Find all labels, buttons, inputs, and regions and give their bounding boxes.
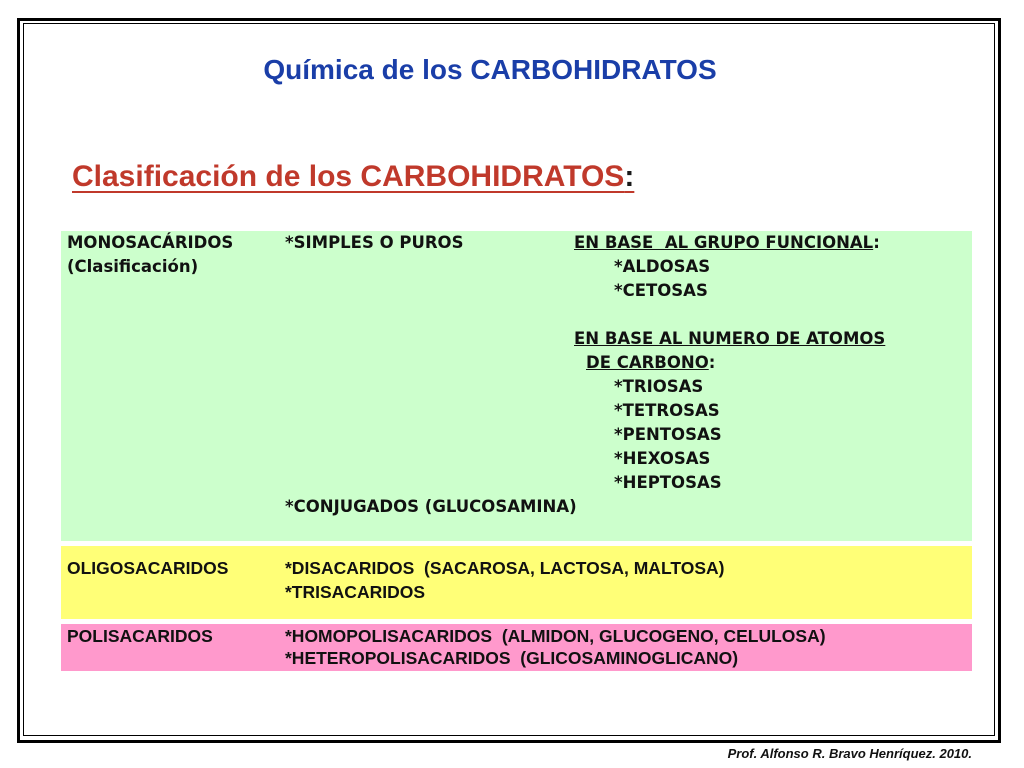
list-item: *ALDOSAS <box>614 257 711 276</box>
page-title: Química de los CARBOHIDRATOS <box>263 54 717 85</box>
numero-atomos-heading-line1 <box>574 327 885 351</box>
table-row-oligosacaridos <box>61 546 972 619</box>
numero-atomos-heading-text2: DE CARBONO <box>586 353 709 372</box>
mono-name-line2: (Clasificación) <box>67 257 199 276</box>
list-item: *CETOSAS <box>614 281 708 300</box>
list-item: *PENTOSAS <box>614 425 722 444</box>
footer-credit: Prof. Alfonso R. Bravo Henríquez. 2010. <box>727 746 972 761</box>
grupo-funcional-colon: : <box>873 233 880 252</box>
list-item: *TRISACARIDOS <box>285 582 426 602</box>
mono-conjugados: *CONJUGADOS (GLUCOSAMINA) <box>285 497 577 516</box>
list-item: *TRIOSAS <box>614 377 704 396</box>
list-item: *HOMOPOLISACARIDOS (ALMIDON, GLUCOGENO, CELULOSA) <box>285 626 826 646</box>
mono-name-line1: MONOSACÁRIDOS <box>67 233 234 252</box>
numero-atomos-heading-line2 <box>586 351 715 375</box>
classification-table <box>61 231 972 671</box>
list-item: *HEPTOSAS <box>614 473 722 492</box>
section-subtitle <box>72 160 634 194</box>
grupo-funcional-heading <box>574 231 880 255</box>
table-row-monosacaridos <box>61 231 972 541</box>
numero-atomos-colon: : <box>708 353 716 372</box>
table-row-polisacaridos <box>61 624 972 671</box>
subtitle-text: Clasificación de los CARBOHIDRATOS <box>72 160 625 193</box>
grupo-funcional-heading-text: EN BASE AL GRUPO FUNCIONAL <box>574 233 874 252</box>
list-item: *TETROSAS <box>614 401 720 420</box>
oligo-name: OLIGOSACARIDOS <box>67 558 229 578</box>
list-item: *HEXOSAS <box>614 449 711 468</box>
list-item: *HETEROPOLISACARIDOS (GLICOSAMINOGLICANO) <box>285 648 739 668</box>
mono-simples: *SIMPLES O PUROS <box>285 233 464 252</box>
poli-name: POLISACARIDOS <box>67 626 213 646</box>
subtitle-colon: : <box>624 160 635 193</box>
numero-atomos-heading-text1: EN BASE AL NUMERO DE ATOMOS <box>574 329 886 348</box>
list-item: *DISACARIDOS (SACAROSA, LACTOSA, MALTOSA) <box>285 558 725 578</box>
